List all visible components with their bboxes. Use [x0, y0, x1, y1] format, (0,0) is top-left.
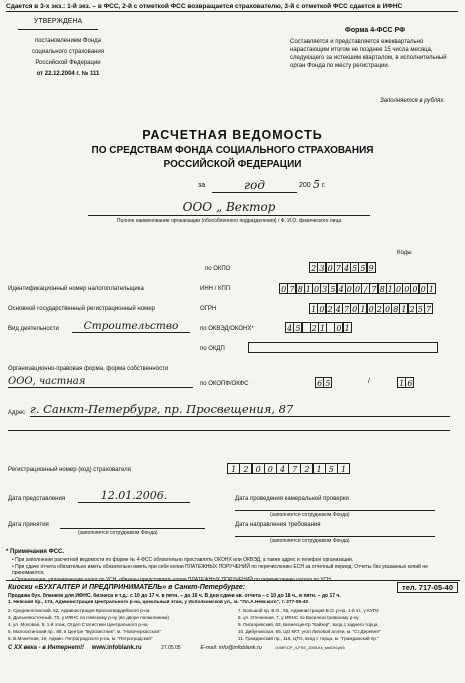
codes-header: Коды — [397, 250, 412, 256]
code-digit-cell[interactable]: 5 — [352, 264, 358, 273]
code-digit-cell[interactable]: 0 — [281, 285, 287, 294]
form-desc: орган Фонда по месту регистрации. — [290, 63, 390, 69]
legal-form-code: по ОКОПФ/ОКФС — [200, 381, 249, 387]
footer-date: 27.05.05 — [161, 645, 181, 651]
legal-form-label: Организационно-правовая форма, форма собственности — [8, 366, 169, 372]
code-digit-cell[interactable]: 5 — [360, 264, 366, 273]
code-digit-cell[interactable]: / — [361, 283, 370, 294]
activity-code: по ОКВЭД/ОКОНХ* — [200, 326, 254, 332]
rubles-note: Заполняется в рублях. — [380, 98, 445, 104]
approval-line: постановлением Фонда — [35, 38, 101, 44]
kiosk-item: 8. ул. Отеченная, 7, у ИФНС по Василеостровскому р-ну — [238, 615, 359, 620]
code-digit-cell[interactable]: 0 — [368, 305, 374, 314]
code-digit-cell[interactable]: 7 — [426, 305, 432, 314]
note-item: • Организации, уплачивающие налог по УСН, обязаны представлять копии ПЛАТЕЖНЫХ ПОРУЧЕНИЙ по перечислению налога по УСН. — [12, 577, 333, 583]
kiosk-item: 2. Среднеохтинский, 52, Администрация Красногвардейского р-на — [8, 608, 150, 613]
code-digit-cell[interactable]: 5 — [417, 305, 423, 314]
notes-block — [6, 549, 458, 583]
org-name-caption: Полное наименование организации (обособленного подразделения) / Ф. И.О. физического лица — [116, 218, 342, 224]
code-digit-cell[interactable]: 1 — [227, 463, 240, 474]
kiosk-item: 11. Гражданский пр., 116, ЦТО, вход с торца, м. "Гражданский пр." — [238, 636, 379, 641]
okopf-cells[interactable] — [316, 377, 332, 388]
code-digit-cell[interactable]: 5 — [325, 463, 338, 474]
footer-phone: тел. 717-05-40 — [397, 582, 458, 593]
year-prefix: 200 — [299, 182, 311, 189]
code-digit-cell[interactable]: 1 — [319, 324, 326, 333]
code-digit-cell[interactable]: 4 — [287, 324, 293, 333]
accepted-line[interactable] — [60, 528, 205, 529]
code-digit-cell[interactable]: 1 — [401, 305, 407, 314]
code-digit-cell[interactable]: 1 — [313, 463, 326, 474]
okved-cells[interactable] — [286, 322, 352, 333]
code-digit-cell[interactable]: 0 — [396, 285, 402, 294]
period-value[interactable]: год — [212, 178, 297, 193]
demand-label: Дата направления требования — [235, 522, 321, 528]
activity-label: Вид деятельности — [8, 326, 59, 332]
inn-cells[interactable] — [280, 283, 436, 294]
code-digit-cell[interactable]: 1 — [399, 379, 405, 388]
code-digit-cell[interactable]: 0 — [264, 463, 277, 474]
form-desc: Составляется и представляется ежеквартально — [290, 39, 424, 45]
audit-caption: (заполняется сотрудником Фонда) — [270, 512, 350, 518]
footer-site[interactable]: www.infoblank.ru — [91, 645, 142, 651]
code-digit-cell[interactable]: 6 — [407, 379, 413, 388]
doc-title-line2: ПО СРЕДСТВАМ ФОНДА СОЦИАЛЬНОГО СТРАХОВАНИЯ — [91, 145, 374, 156]
code-digit-cell[interactable]: 0 — [384, 305, 391, 314]
form-desc: нарастающим итогом не позднее 15 числа месяца, — [290, 47, 433, 53]
code-digit-cell[interactable]: 0 — [354, 285, 361, 294]
code-digit-cell[interactable]: 1 — [344, 324, 350, 333]
kiosk-item: 4. ул. Моховая, 9, 1-й этаж, Отдел Статистики Центрального р-на — [8, 622, 148, 627]
kiosk-item: 1. Невский пр., 174, Администрация Центрального р-на, цокольный этаж, у Исполкомской ул., м. "Пл.А.Невского", т. 277-05-40 — [8, 600, 309, 605]
accepted-label: Дата принятия — [8, 522, 49, 528]
regnum-label: Регистрационный номер (код) страхователя — [8, 467, 131, 473]
approval-title: УТВЕРЖДЕНА — [18, 18, 98, 30]
kiosk-item: 9. Пискаревский, 63, Бизнесцентр "Кайзер", вход с заднего торца — [238, 622, 378, 627]
submitted-label: Дата представления — [8, 496, 66, 502]
period-row — [198, 178, 368, 192]
footer-bottom — [8, 645, 460, 655]
doc-title-line3: РОССИЙСКОЙ ФЕДЕРАЦИИ — [163, 159, 302, 170]
code-digit-cell[interactable]: 7 — [335, 264, 341, 273]
code-digit-cell[interactable]: 5 — [325, 379, 331, 388]
code-digit-cell[interactable]: 7 — [371, 285, 377, 294]
code-digit-cell[interactable]: 1 — [311, 305, 317, 314]
approval-date: от 22.12.2004 г. № 111 — [36, 71, 100, 77]
code-digit-cell[interactable]: 0 — [336, 324, 342, 333]
approval-line: Российской Федерации — [35, 60, 101, 66]
doc-title-line1: РАСЧЕТНАЯ ВЕДОМОСТЬ — [142, 128, 323, 142]
regnum-cells[interactable] — [228, 463, 350, 474]
code-digit-cell[interactable]: 0 — [412, 285, 418, 294]
code-digit-cell[interactable]: 7 — [343, 305, 350, 314]
footer-head: Киоски «БУХГАЛТЕР И ПРЕДПРИНИМАТЕЛЬ» в Санкт-Петербурге: — [8, 584, 246, 591]
code-digit-cell[interactable]: 0 — [404, 285, 410, 294]
code-digit-cell[interactable]: 8 — [297, 285, 303, 294]
code-digit-cell[interactable]: 2 — [311, 324, 317, 333]
okopf-separator: / — [368, 378, 370, 385]
activity-field[interactable]: Строительство — [72, 320, 190, 333]
demand-line[interactable] — [235, 536, 435, 537]
notes-title: * Примечания ФСС. — [6, 549, 65, 555]
code-digit-cell[interactable]: 2 — [239, 463, 252, 474]
footer-sub: Продажа бух. бланков для ИФНС, бизнеса и т.д.: с 10 до 17 ч. в пятн. – до 16 ч. В дни сдачи кв. отчета – с 10 до 18 ч., в пятн. – до 17 ч. — [8, 593, 341, 599]
kiosk-item: 6. В.Монетная, 19, Админ. Петроградского р-на, м. "Петроградская" — [8, 636, 153, 641]
code-digit-cell[interactable]: 3 — [319, 264, 325, 273]
kiosk-col-left — [8, 607, 236, 642]
note-item: • При заполнении расчетной ведомости по форме № 4-ФСС обязательно проставлять ОКОНХ или ОКВЭД, а также адрес и телефон организации. — [12, 557, 354, 563]
footer-email[interactable]: E-mail: info@infoblank.ru — [200, 645, 262, 651]
kiosk-col-right — [238, 607, 460, 642]
code-digit-cell[interactable]: 3 — [322, 285, 328, 294]
okpo-cells[interactable] — [310, 262, 376, 273]
legal-form-field[interactable]: ООО, частная — [8, 376, 193, 388]
form-desc: следующего за истекшим кварталом, в исполнительный — [290, 55, 447, 61]
period-za: за — [198, 182, 206, 189]
code-digit-cell[interactable]: 0 — [252, 463, 265, 474]
code-digit-cell[interactable]: 0 — [327, 264, 333, 273]
code-digit-cell[interactable]: 0 — [420, 285, 426, 294]
approval-block — [18, 18, 118, 78]
accepted-caption: (заполняется сотрудником Фонда) — [78, 530, 158, 536]
ogrn-label: Основной государственный регистрационный номер — [8, 306, 155, 312]
footer-ad — [6, 580, 460, 679]
kiosk-item: 10. Дибуновская, 65, ЦО ККТ, угол Липовой аллеи, м. "Ст.Деревня" — [238, 629, 381, 634]
code-digit-cell[interactable]: 0 — [319, 305, 325, 314]
code-digit-cell[interactable]: 8 — [379, 285, 385, 294]
address-line — [8, 430, 450, 431]
code-digit-cell[interactable]: 1 — [305, 285, 311, 294]
okdp-label: по ОКДП — [200, 346, 225, 352]
form-name: Форма 4-ФСС РФ — [344, 27, 406, 34]
form-info — [290, 27, 460, 70]
code-digit-cell[interactable]: 5 — [295, 324, 301, 333]
submission-instruction: Сдается в 3-х экз.: 1-й экз. – в ФСС, 2-й с отметкой ФСС возвращается страхователю, 3-й с отметкой ФСС сдается в ИФНС — [6, 3, 458, 12]
code-digit-cell[interactable]: 8 — [393, 305, 399, 314]
submitted-field[interactable]: 12.01.2006. — [78, 489, 190, 503]
inn-code: ИНН / КПП — [200, 286, 231, 292]
code-digit-cell[interactable]: 1 — [337, 463, 350, 474]
address-label: Адрес — [8, 410, 26, 416]
code-digit-cell[interactable]: 0 — [346, 285, 352, 294]
org-name-field[interactable]: ООО „ Вектор — [88, 200, 370, 216]
okpo-label: по ОКПО — [205, 266, 231, 272]
code-digit-cell[interactable]: 4 — [343, 264, 350, 273]
kiosk-item: 7. Большой пр. В.О., 55, Администрация В.О. р-на, 1-й эт., у КУГИ — [238, 608, 379, 613]
inn-label: Идентификационный номер налогоплательщика — [8, 286, 144, 292]
code-digit-cell[interactable]: 9 — [368, 264, 374, 273]
code-digit-cell[interactable]: 4 — [335, 305, 341, 314]
address-field[interactable]: г. Санкт-Петербург, пр. Просвещения, 87 — [30, 402, 450, 417]
code-digit-cell[interactable]: 5 — [330, 285, 336, 294]
kiosk-item: 5. Малоохтинский пр., 88, в Центре "Бурсвестник", м. "Новочеркасская" — [8, 629, 161, 634]
code-digit-cell[interactable]: 4 — [276, 463, 289, 474]
code-digit-cell[interactable]: 7 — [289, 285, 295, 294]
code-digit-cell[interactable]: 7 — [288, 463, 301, 474]
code-digit-cell[interactable]: 0 — [352, 305, 358, 314]
code-digit-cell[interactable]: 2 — [376, 305, 382, 314]
year-value[interactable]: 5 — [313, 178, 320, 191]
code-digit-cell[interactable]: 1 — [428, 285, 434, 294]
code-digit-cell[interactable]: 0 — [313, 285, 320, 294]
audit-line[interactable] — [235, 510, 435, 511]
kiosk-item: 3. Дальневосточный, 70, у ИФНС по Невскому р-ну (во дворе поликлиники) — [8, 615, 169, 620]
footer-slogan: С ХХ века - в Интернет!! — [8, 645, 85, 651]
okdp-field[interactable] — [248, 342, 438, 353]
ogrn-code: ОГРН — [200, 306, 217, 312]
code-digit-cell[interactable]: 1 — [360, 305, 366, 314]
code-digit-cell[interactable]: 1 — [387, 285, 393, 294]
code-digit-cell[interactable]: 6 — [317, 379, 323, 388]
audit-label: Дата проведения камеральной проверки — [235, 496, 349, 502]
year-suffix: г. — [322, 182, 326, 189]
ogrn-cells[interactable] — [310, 303, 433, 314]
code-digit-cell[interactable]: 2 — [300, 463, 313, 474]
code-digit-cell[interactable]: 2 — [327, 305, 333, 314]
code-digit-cell[interactable]: 2 — [409, 305, 415, 314]
okfs-cells[interactable] — [398, 377, 414, 388]
code-digit-cell[interactable]: 2 — [311, 264, 317, 273]
approval-line: социального страхования — [32, 49, 104, 55]
note-item: • При сдаче отчета обязательно иметь обязательно иметь при себе копии ПЛАТЕЖНЫХ ПОРУЧЕНИЙ по перечислению ЕСН за отчетный период. Отчеты без указанных копий не принимаются. — [12, 564, 428, 576]
demand-caption: (заполняется сотрудником Фонда) — [270, 538, 350, 544]
footer-code: d:\MF\CP_4-FSS_2005.ful_sanDN.p65 — [275, 645, 345, 650]
code-digit-cell[interactable]: 4 — [338, 285, 344, 294]
